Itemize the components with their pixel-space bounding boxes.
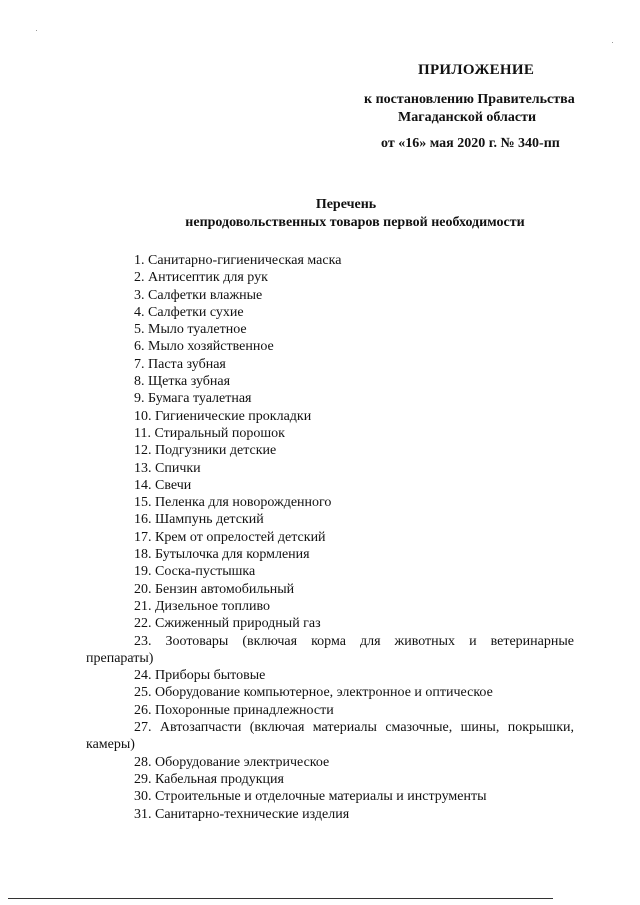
list-item <box>86 511 574 528</box>
list-item-continuation: препараты) <box>86 650 154 666</box>
list-item <box>86 460 574 477</box>
goods-list <box>86 252 574 823</box>
list-item <box>86 598 574 615</box>
list-item-text: 29. Кабельная продукция <box>134 771 284 787</box>
appendix-ref-line-1: к постановлению Правительства <box>364 92 575 107</box>
list-item-text: 1. Санитарно-гигиеническая маска <box>134 253 342 268</box>
list-item <box>86 771 574 788</box>
list-heading-line-2: непродовольственных товаров первой необходимости <box>185 215 525 230</box>
list-item <box>86 494 574 511</box>
list-item <box>86 269 574 286</box>
list-item-text: 9. Бумага туалетная <box>134 391 252 407</box>
list-item-text: 5. Мыло туалетное <box>134 322 247 338</box>
list-item <box>86 408 574 425</box>
list-item-text: 25. Оборудование компьютерное, электронное и оптическое <box>134 685 493 701</box>
list-item-text: 24. Приборы бытовые <box>134 668 266 684</box>
list-item-text: 18. Бутылочка для кормления <box>134 547 310 563</box>
list-item-text: 27. Автозапчасти (включая материалы смазочные, шины, покрышки, <box>134 720 574 736</box>
list-item <box>86 287 574 304</box>
list-item-text: 3. Салфетки влажные <box>134 287 263 303</box>
list-item <box>86 477 574 494</box>
list-item-text: 8. Щетка зубная <box>134 374 231 390</box>
list-item <box>86 338 574 355</box>
page-bottom-rule <box>8 898 553 899</box>
appendix-ref-line-2: Магаданской области <box>398 110 537 125</box>
list-item <box>86 304 574 321</box>
list-item-text: 10. Гигиенические прокладки <box>134 408 312 424</box>
list-item-text: 28. Оборудование электрическое <box>134 754 330 770</box>
list-item <box>86 321 574 338</box>
list-item-continuation: камеры) <box>86 737 135 753</box>
list-item-text: 19. Соска-пустышка <box>134 564 256 580</box>
list-item <box>86 667 574 684</box>
list-item-text: 17. Крем от опрелостей детский <box>134 529 326 545</box>
list-item-text: 20. Бензин автомобильный <box>134 581 295 597</box>
list-item <box>86 581 574 598</box>
appendix-date-number: от «16» мая 2020 г. № 340-пп <box>381 136 560 151</box>
list-item <box>86 754 574 771</box>
list-heading <box>0 196 640 232</box>
list-item-text: 2. Антисептик для рук <box>134 270 268 286</box>
list-item <box>86 702 574 719</box>
list-item <box>86 615 574 632</box>
list-item <box>86 788 574 805</box>
list-item-text: 21. Дизельное топливо <box>134 598 270 614</box>
list-item <box>86 425 574 442</box>
appendix-title: ПРИЛОЖЕНИЕ <box>418 62 535 78</box>
list-item-text: 6. Мыло хозяйственное <box>134 339 274 355</box>
list-item-text: 13. Спички <box>134 460 201 476</box>
list-item <box>86 252 574 269</box>
list-item-text: 11. Стиральный порошок <box>134 425 285 441</box>
list-item-text: 4. Салфетки сухие <box>134 304 244 320</box>
list-item <box>86 529 574 546</box>
scan-speck <box>36 30 37 31</box>
list-item <box>86 563 574 580</box>
list-item-text: 26. Похоронные принадлежности <box>134 702 334 718</box>
list-item-text: 31. Санитарно-технические изделия <box>134 806 350 822</box>
list-item <box>86 442 574 459</box>
list-item <box>86 356 574 373</box>
list-item <box>86 390 574 407</box>
list-item-text: 16. Шампунь детский <box>134 512 264 528</box>
list-item-text: 12. Подгузники детские <box>134 443 277 459</box>
scan-speck <box>612 42 613 43</box>
list-item-text: 14. Свечи <box>134 477 192 493</box>
list-item-text: 22. Сжиженный природный газ <box>134 616 321 632</box>
list-item <box>86 546 574 563</box>
list-item-text: 30. Строительные и отделочные материалы и инструменты <box>134 789 487 805</box>
list-item-wrapped <box>86 633 574 668</box>
list-item <box>86 806 574 823</box>
list-item-text: 7. Паста зубная <box>134 356 226 372</box>
list-heading-line-1: Перечень <box>315 197 377 212</box>
list-item-wrapped <box>86 719 574 754</box>
list-item-text: 15. Пеленка для новорожденного <box>134 495 332 511</box>
list-item-text: 23. Зоотовары (включая корма для животных и ветеринарные <box>134 633 574 649</box>
list-item <box>86 684 574 701</box>
list-item <box>86 373 574 390</box>
